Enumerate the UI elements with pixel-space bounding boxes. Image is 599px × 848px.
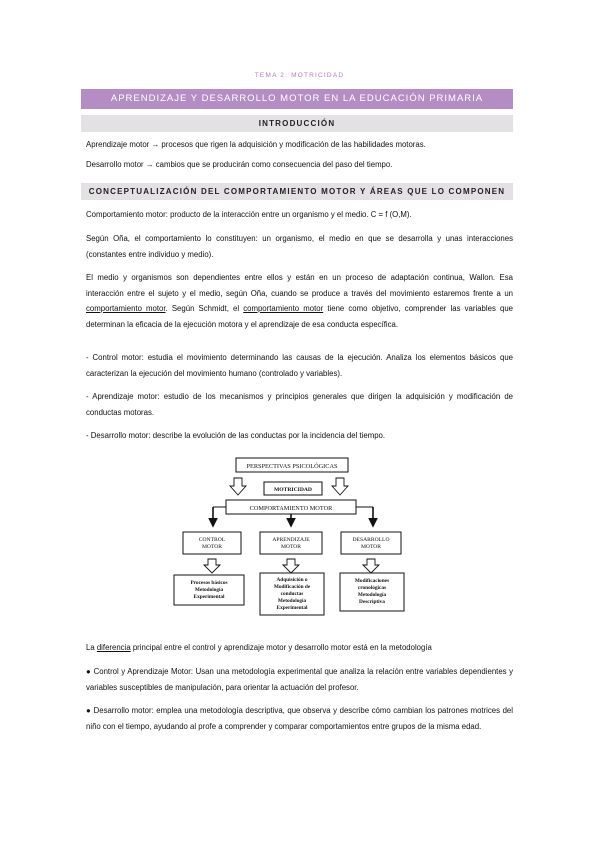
paragraph-aprendizaje-motor: - Aprendizaje motor: estudio de los mecanismos y principios generales que dirigen la adquisición y modificación de conductas motoras. xyxy=(86,392,513,417)
hollow-arrow-aprendizaje xyxy=(283,559,299,573)
detail-line: Metodología xyxy=(357,592,387,598)
desarrollo-motor-detail xyxy=(355,578,389,605)
underlined-term: comportamiento motor xyxy=(243,304,324,313)
control-motor-label xyxy=(199,537,226,550)
head-line: MOTOR xyxy=(280,544,302,550)
control-motor-detail xyxy=(190,580,227,600)
concept-diagram xyxy=(168,452,433,620)
document-title: APRENDIZAJE Y DESARROLLO MOTOR EN LA EDUCACIÓN PRIMARIA xyxy=(81,89,513,109)
section-heading: CONCEPTUALIZACIÓN DEL COMPORTAMIENTO MOTOR Y ÁREAS QUE LO COMPONEN xyxy=(81,183,513,200)
paragraph-difference xyxy=(86,640,513,656)
detail-line: conductas xyxy=(280,591,304,597)
paragraph-desarrollo-motor: - Desarrollo motor: describe la evolución de las conductas por la incidencia del tiempo. xyxy=(86,431,386,440)
desarrollo-motor-box xyxy=(341,532,401,554)
hollow-arrow-control xyxy=(204,559,220,573)
text-run: La xyxy=(86,643,97,652)
hollow-arrow-desarrollo xyxy=(363,559,379,573)
intro-line-1: Aprendizaje motor → procesos que rigen la adquisición y modificación de las habilidades motoras. xyxy=(86,140,426,149)
text-run: . Según Schmidt, el xyxy=(165,304,244,313)
head-line: MOTOR xyxy=(360,544,382,550)
head-line: APRENDIZAJE xyxy=(272,537,310,543)
paragraph-control-motor: - Control motor: estudia el movimiento determinando las causas de la ejecución. Analiza los elementos básicos que caracterizan la ejecución del movimiento humano (controlado y variables). xyxy=(86,353,513,378)
intro-line-2: Desarrollo motor → cambios que se producirán como consecuencia del paso del tiempo. xyxy=(86,160,393,169)
detail-line: Descriptiva xyxy=(359,599,385,605)
bullet-desarrollo: ● Desarrollo motor: emplea una metodología descriptiva, que observa y describe cómo cambian los patrones motrices del niño con el tiempo, ayudando al profe a comprender y comparar comportamientos entre grupos de la misma edad. xyxy=(86,706,513,731)
head-line: CONTROL xyxy=(198,537,226,543)
text-run: El medio y organismos son dependientes entre ellos y están en un proceso de adaptación continua, Wallon. Esa interacción entre el sujeto y el medio, según Oña, cuando se produce a través del movimiento estaremos frente a un xyxy=(86,273,513,298)
hollow-arrow-left xyxy=(230,478,246,495)
detail-line: Experimental xyxy=(193,594,225,600)
detail-line: Metodología xyxy=(194,587,224,593)
underlined-term: comportamiento motor xyxy=(86,304,166,313)
detail-line: Procesos básicos xyxy=(190,580,228,586)
hollow-arrow-right xyxy=(332,478,348,495)
detail-line: cronológicas xyxy=(357,585,387,591)
detail-line: Experimental xyxy=(276,605,308,611)
topic-label: TEMA 2: MOTRICIDAD xyxy=(254,72,345,79)
detail-line: Modificación de xyxy=(273,584,311,590)
detail-line: Adquisición o xyxy=(276,577,308,583)
detail-line: Modificaciones xyxy=(354,578,390,584)
head-line: DESARROLLO xyxy=(352,537,390,543)
text-run: principal entre el control y aprendizaje motor y desarrollo motor está en la metodología xyxy=(130,643,432,652)
control-motor-box xyxy=(183,532,241,554)
paragraph-ona: Según Oña, el comportamiento lo constituyen: un organismo, el medio en que se desarrolla y unas interacciones (constantes entre individuo y medio). xyxy=(86,234,513,259)
paragraph-wallon xyxy=(86,270,513,332)
head-line: MOTOR xyxy=(201,544,223,550)
comportamiento-label: COMPORTAMIENTO MOTOR xyxy=(249,505,333,512)
motricidad-label: MOTRICIDAD xyxy=(274,487,312,493)
detail-line: Metodología xyxy=(277,598,307,604)
underlined-term: diferencia xyxy=(96,643,131,652)
intro-heading: INTRODUCCIÓN xyxy=(81,115,513,132)
paragraph-definition: Comportamiento motor: producto de la interacción entre un organismo y el medio. C = f (O,M). xyxy=(86,210,412,219)
text-run: tiene como objetivo, comprender las variables que determinan la eficacia de la ejecución motora y el aprendizaje de esa conducta específica. xyxy=(86,304,514,329)
bullet-control-aprendizaje: ● Control y Aprendizaje Motor: Usan una metodología experimental que analiza la relación entre variables dependientes y variables susceptibles de manipulación, para orientar la actuación del profesor. xyxy=(86,667,513,692)
perspectivas-label: PERSPECTIVAS PSICOLÓGICAS xyxy=(246,463,338,470)
aprendizaje-motor-box xyxy=(260,532,322,554)
